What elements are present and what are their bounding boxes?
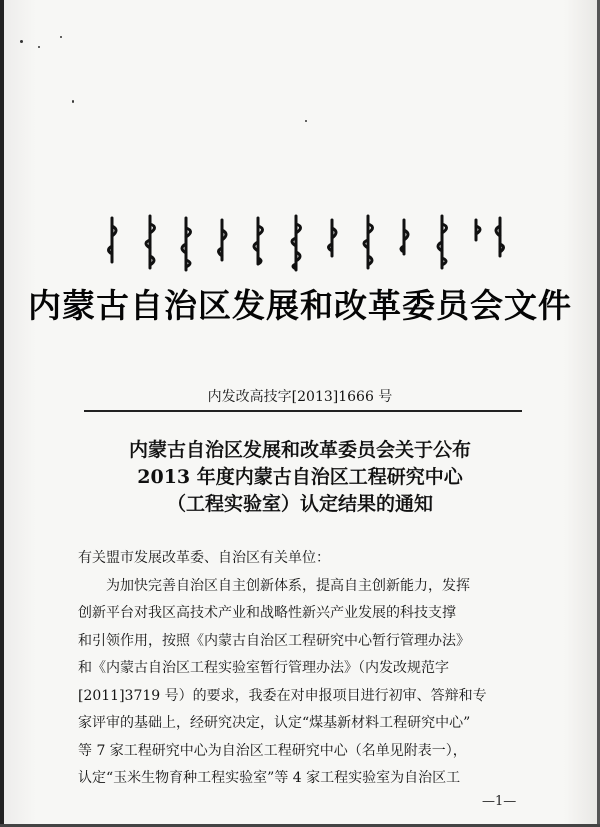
document-number: 内发改高技字[2013]1666 号 [207, 389, 393, 405]
body-line: [2011]3719 号）的要求，我委在对申报项目进行初审、答辩和专 [78, 687, 487, 704]
body-line: 和《内蒙古自治区工程实验室暂行管理办法》（内发改规范字 [78, 660, 449, 676]
notice-title-line: （工程实验室）认定结果的通知 [166, 493, 433, 515]
salutation: 有关盟市发展改革委、自治区有关单位： [78, 550, 330, 566]
body-line: 认定“玉米生物育种工程实验室”等 4 家工程实验室为自治区工 [78, 770, 461, 786]
body-line: 家评审的基础上，经研究决定，认定“煤基新材料工程研究中心” [78, 715, 471, 731]
notice-title-line: 2013 年度内蒙古自治区工程研究中心 [137, 466, 463, 488]
page-number: —1— [482, 794, 517, 809]
scan-left-edge [0, 0, 4, 827]
notice-title-line: 内蒙古自治区发展和改革委员会关于公布 [128, 439, 471, 461]
body-line: 和引领作用，按照《内蒙古自治区工程研究中心暂行管理办法》 [78, 632, 470, 649]
body-line: 等 7 家工程研究中心为自治区工程研究中心（名单见附表一）， [78, 742, 467, 759]
body-line: 为加快完善自治区自主创新体系，提高自主创新能力，发挥 [106, 577, 470, 594]
mongolian-script-header [100, 212, 510, 274]
mongolian-script-graphic [100, 212, 510, 274]
body-line: 创新平台对我区高技术产业和战略性新兴产业发展的科技支撑 [78, 605, 456, 621]
notice-title [0, 437, 600, 518]
issuer-title: 内蒙古自治区发展和改革委员会文件 [28, 286, 572, 325]
body-text [78, 545, 528, 793]
header-separator-line [84, 410, 522, 412]
